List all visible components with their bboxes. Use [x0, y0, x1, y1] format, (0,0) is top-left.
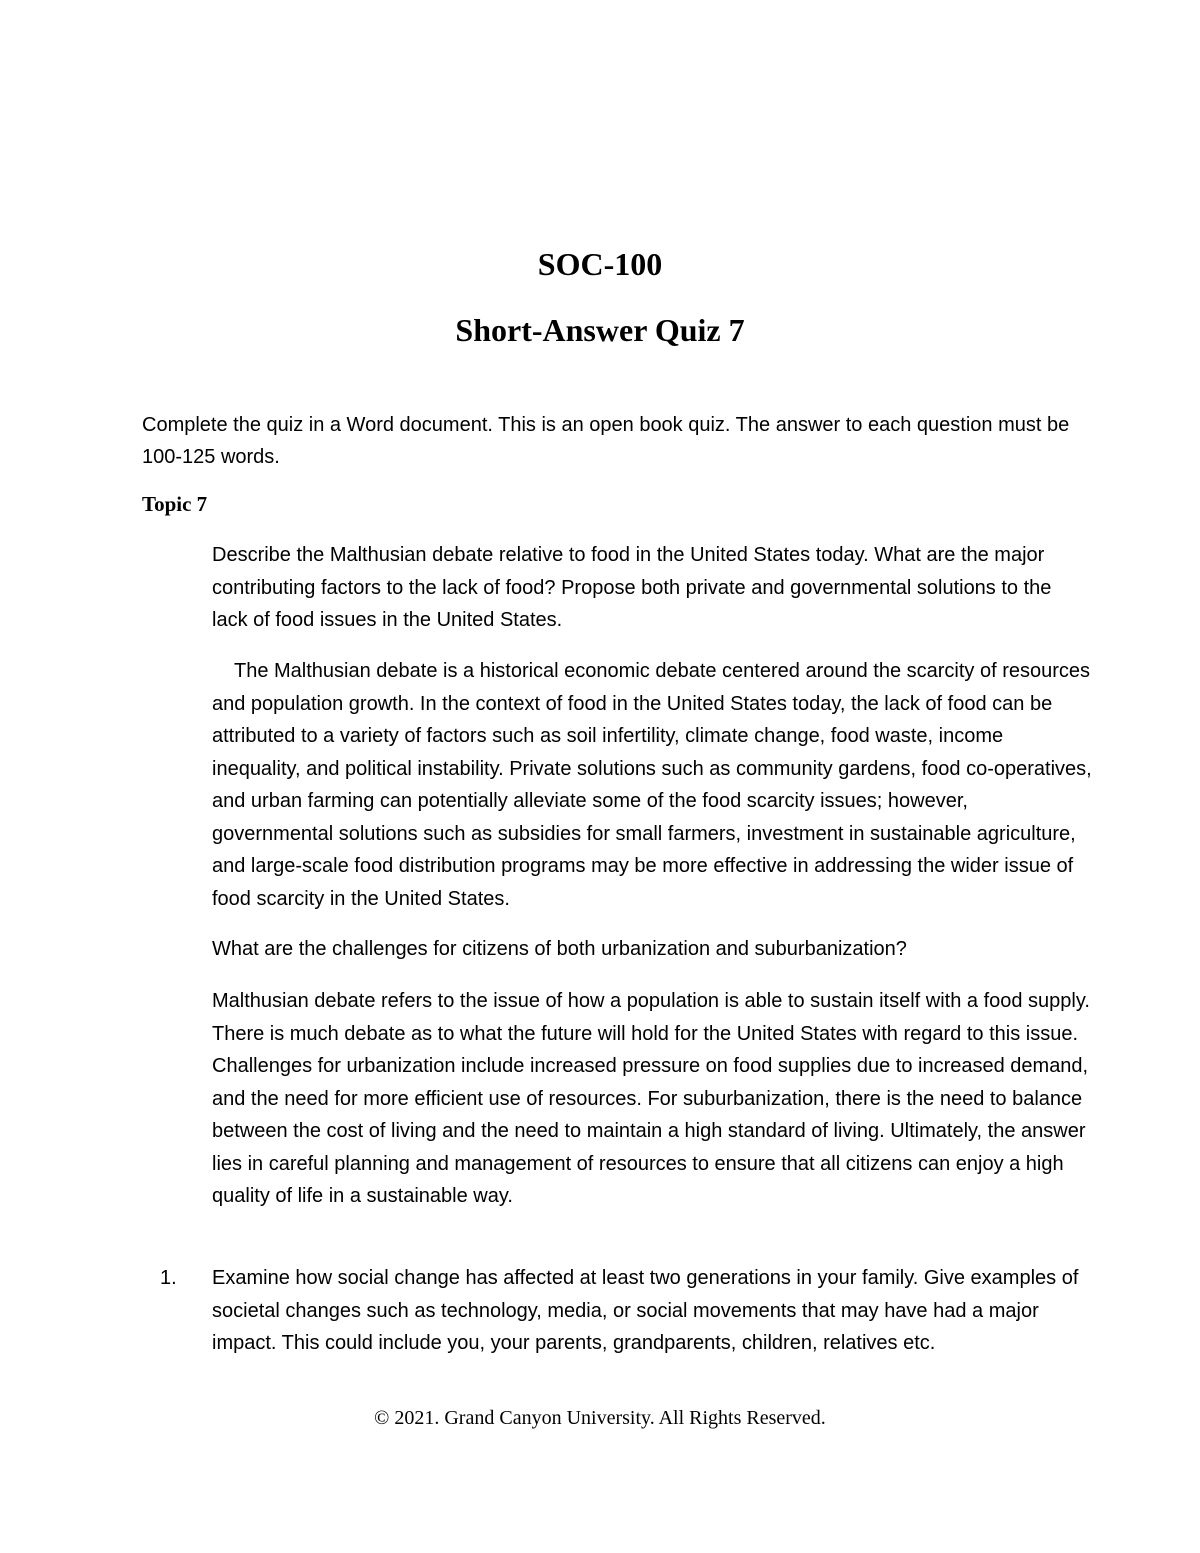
question-2-answer: Malthusian debate refers to the issue of how a population is able to sustain itself with a food supply. There is much debate as to what the future will hold for the United States with regard to this issue. Challenges for urbanization include increased pressure on food supplies due to increased demand, and the need for more efficient use of resources. For suburbanization, there is the need to balance between the cost of living and the need to maintain a high standard of living. Ultimately, the answer lies in careful planning and management of resources to ensure that all citizens can enjoy a high quality of life in a sustainable way.	[212, 990, 1090, 1207]
question-1-answer: The Malthusian debate is a historical economic debate centered around the scarcity of resources and population growth. In the context of food in the United States today, the lack of food can be attributed to a variety of factors such as soil infertility, climate change, food waste, income inequality, and political instability. Private solutions such as community gardens, food co-operatives, and urban farming can potentially alleviate some of the food scarcity issues; however, governmental solutions such as subsidies for small farmers, investment in sustainable agriculture, and large-scale food distribution programs may be more effective in addressing the wider issue of food scarcity in the United States.	[212, 660, 1092, 910]
course-code: SOC-100	[537, 246, 663, 282]
list-item-text: Examine how social change has affected at least two generations in your family. Give examples of societal changes such as technology, media, or social movements that may have had a major impact. This could include you, your parents, grandparents, children, relatives etc.	[212, 1267, 1079, 1354]
quiz-title: Short-Answer Quiz 7	[455, 312, 745, 348]
copyright-footer: © 2021. Grand Canyon University. All Rights Reserved.	[374, 1407, 826, 1429]
numbered-list-item	[160, 1262, 1092, 1360]
topic-heading: Topic 7	[142, 492, 208, 516]
question-1-prompt: Describe the Malthusian debate relative to food in the United States today. What are the major contributing factors to the lack of food? Propose both private and governmental solutions to the lack of food issues in the United States.	[212, 544, 1052, 631]
instructions-paragraph: Complete the quiz in a Word document. This is an open book quiz. The answer to each question must be 100-125 words.	[142, 414, 1070, 468]
title-block	[0, 242, 1200, 352]
list-item-number: 1.	[160, 1267, 177, 1289]
question-2-prompt: What are the challenges for citizens of both urbanization and suburbanization?	[212, 938, 907, 960]
